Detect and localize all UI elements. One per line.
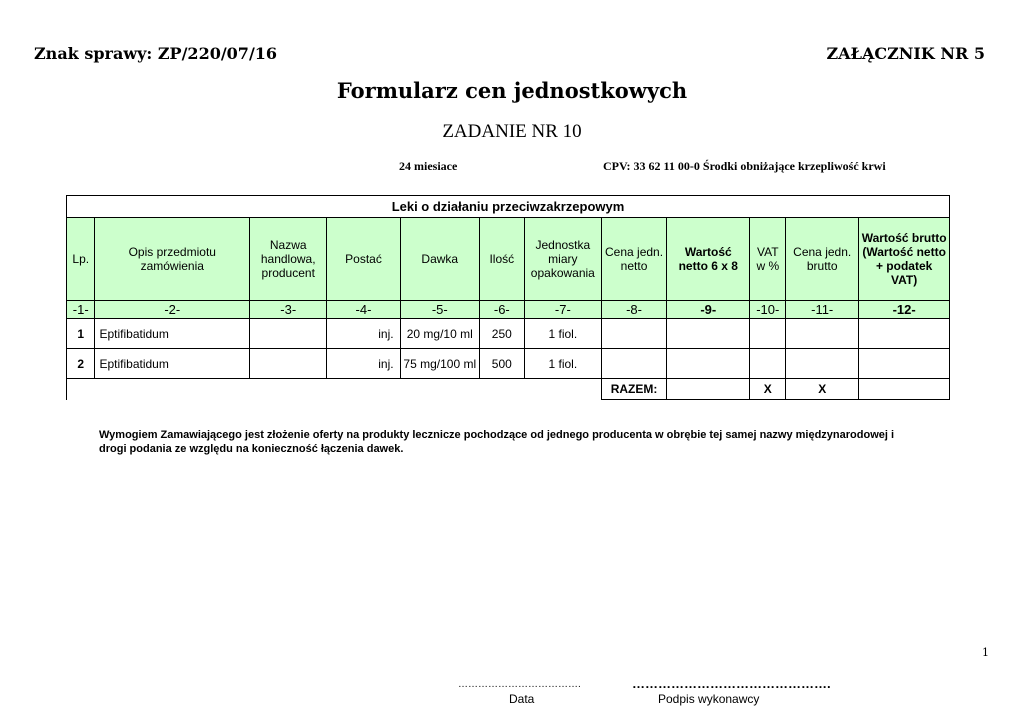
- task-title: ZADANIE NR 10: [442, 121, 582, 142]
- row-net-price[interactable]: [601, 319, 666, 349]
- form-title: Formularz cen jednostkowych: [336, 78, 688, 103]
- table-row: [67, 349, 950, 379]
- row-dose: 20 mg/10 ml: [400, 319, 479, 349]
- col-number: -5-: [400, 301, 479, 319]
- header-net-price: Cena jedn. netto: [601, 218, 666, 301]
- row-net-value[interactable]: [667, 349, 750, 379]
- row-unit: 1 fiol.: [524, 349, 601, 379]
- summary-row: [67, 379, 950, 400]
- date-label: Data: [509, 692, 535, 706]
- cpv-code: CPV: 33 62 11 00-0 Środki obniżające krzepliwość krwi: [603, 159, 886, 173]
- price-table: [66, 195, 950, 400]
- case-reference: Znak sprawy: ZP/220/07/16: [34, 44, 278, 63]
- table-row: [67, 319, 950, 349]
- page-number: 1: [982, 646, 989, 659]
- col-number: -4-: [327, 301, 400, 319]
- row-quantity: 500: [479, 349, 524, 379]
- col-number: -6-: [479, 301, 524, 319]
- summary-spacer: [67, 379, 602, 400]
- col-number: -10-: [750, 301, 786, 319]
- contractor-signature-label: Podpis wykonawcy: [658, 692, 760, 706]
- summary-gross-price-mark: X: [786, 379, 859, 400]
- row-description: Eptifibatidum: [95, 349, 250, 379]
- col-number: -2-: [95, 301, 250, 319]
- col-number: -9-: [667, 301, 750, 319]
- category-row: [67, 196, 950, 218]
- column-number-row: [67, 301, 950, 319]
- header-trade-name: Nazwa handlowa, producent: [250, 218, 327, 301]
- annex-label: ZAŁĄCZNIK NR 5: [826, 44, 985, 63]
- summary-net-value[interactable]: [667, 379, 750, 400]
- row-gross-value[interactable]: [859, 349, 950, 379]
- row-gross-value[interactable]: [859, 319, 950, 349]
- row-dose: 75 mg/100 ml: [400, 349, 479, 379]
- col-number: -1-: [67, 301, 95, 319]
- row-lp: 1: [67, 319, 95, 349]
- header-form: Postać: [327, 218, 400, 301]
- header-vat: VAT w %: [750, 218, 786, 301]
- header-gross-price: Cena jedn. brutto: [786, 218, 859, 301]
- col-number: -7-: [524, 301, 601, 319]
- row-trade-name[interactable]: [250, 319, 327, 349]
- header-lp: Lp.: [67, 218, 95, 301]
- row-vat[interactable]: [750, 349, 786, 379]
- row-net-price[interactable]: [601, 349, 666, 379]
- header-quantity: Ilość: [479, 218, 524, 301]
- row-lp: 2: [67, 349, 95, 379]
- row-net-value[interactable]: [667, 319, 750, 349]
- row-vat[interactable]: [750, 319, 786, 349]
- header-dose: Dawka: [400, 218, 479, 301]
- row-trade-name[interactable]: [250, 349, 327, 379]
- contract-duration: 24 miesiace: [399, 159, 458, 173]
- row-form: inj.: [327, 319, 400, 349]
- row-form: inj.: [327, 349, 400, 379]
- row-quantity: 250: [479, 319, 524, 349]
- header-gross-value: Wartość brutto (Wartość netto + podatek VAT): [859, 218, 950, 301]
- requirement-note: Wymogiem Zamawiającego jest złożenie oferty na produkty lecznicze pochodzące od jednego producenta w obrębie tej samej nazwy międzynarodowej i drogi podania ze względu na konieczność łączenia dawek.: [99, 429, 895, 455]
- contractor-signature-line: ……………………………………….: [632, 676, 831, 691]
- row-gross-price[interactable]: [786, 349, 859, 379]
- col-number: -11-: [786, 301, 859, 319]
- header-net-value: Wartość netto 6 x 8: [667, 218, 750, 301]
- header-row: [67, 218, 950, 301]
- col-number: -8-: [601, 301, 666, 319]
- row-gross-price[interactable]: [786, 319, 859, 349]
- col-number: -12-: [859, 301, 950, 319]
- date-signature-line: ……………………………….: [458, 679, 581, 690]
- row-unit: 1 fiol.: [524, 319, 601, 349]
- summary-gross-value[interactable]: [859, 379, 950, 400]
- summary-label: RAZEM:: [601, 379, 666, 400]
- header-unit: Jednostka miary opakowania: [524, 218, 601, 301]
- col-number: -3-: [250, 301, 327, 319]
- category-cell: Leki o działaniu przeciwzakrzepowym: [67, 196, 950, 218]
- summary-vat-mark: X: [750, 379, 786, 400]
- row-description: Eptifibatidum: [95, 319, 250, 349]
- header-description: Opis przedmiotu zamówienia: [95, 218, 250, 301]
